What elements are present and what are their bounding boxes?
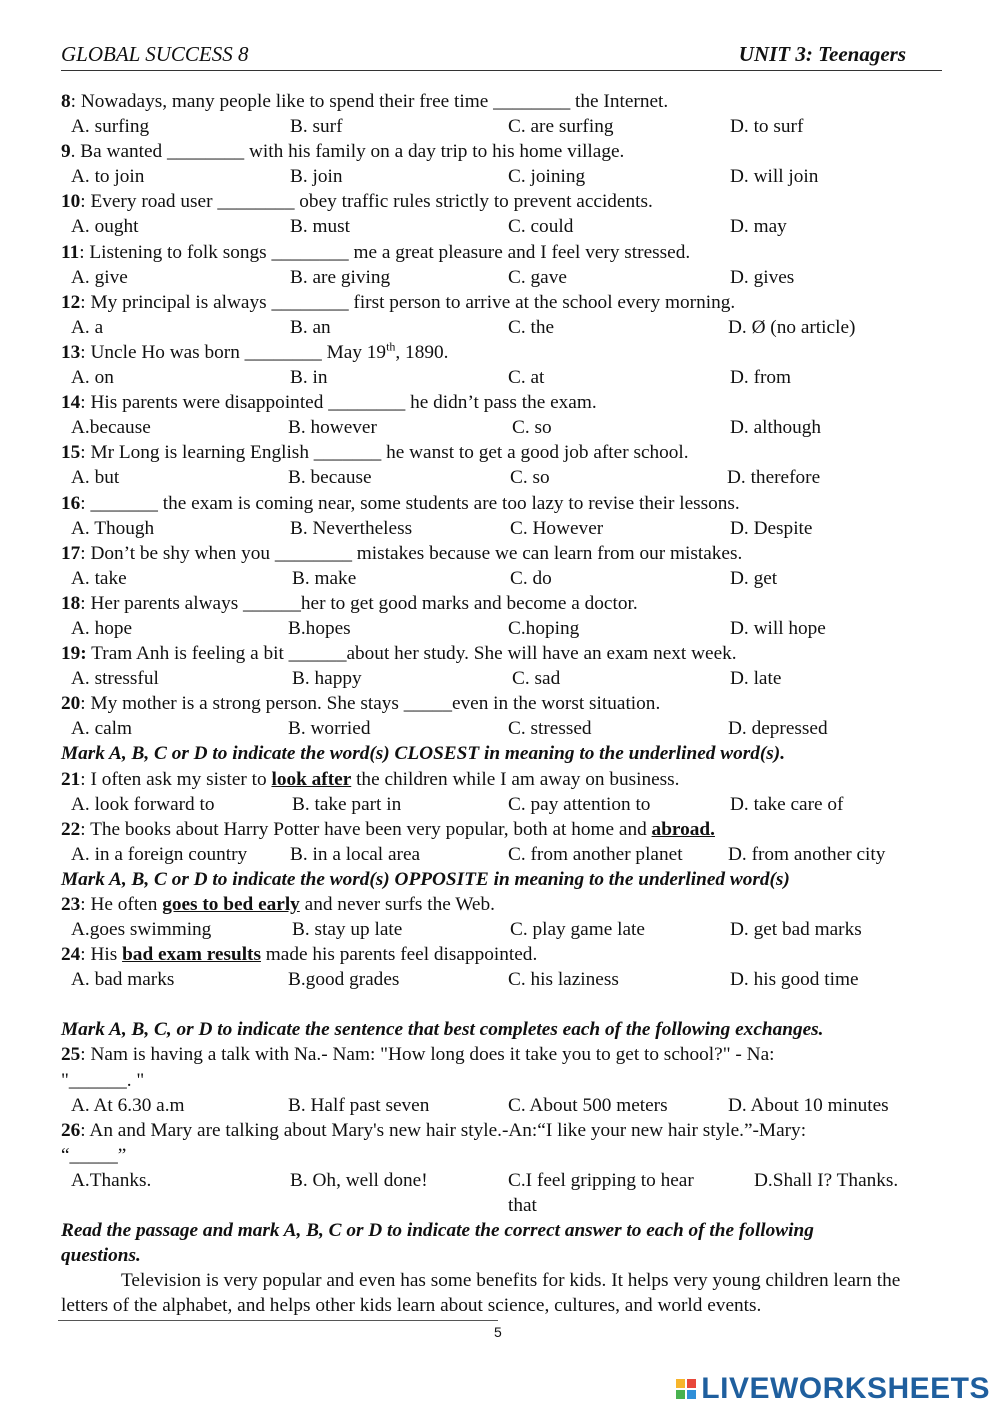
option-a[interactable]: A. on xyxy=(71,367,114,389)
question-23: 23: He often goes to bed early and never surfs the Web. xyxy=(61,894,495,915)
option-d[interactable]: D. from xyxy=(730,367,792,389)
underlined-phrase: goes to bed early xyxy=(162,894,300,915)
question-19-options xyxy=(61,666,946,691)
option-c[interactable]: C. sad xyxy=(512,668,561,690)
option-c[interactable]: C. his laziness xyxy=(508,969,619,991)
option-d[interactable]: D. depressed xyxy=(728,718,828,740)
option-b[interactable]: B. stay up late xyxy=(292,919,403,941)
option-b[interactable]: B. take part in xyxy=(292,793,402,815)
instruction-exchanges: Mark A, B, C, or D to indicate the sentence that best completes each of the following exchanges. xyxy=(61,1019,824,1041)
question-11-options xyxy=(61,265,946,290)
option-b[interactable]: B. however xyxy=(288,417,377,439)
option-a[interactable]: A. surfing xyxy=(71,116,150,138)
reading-passage: Television is very popular and even has some benefits for kids. It helps very young children learn the letters of the alphabet, and helps other kids learn about science, cultures, and world events. xyxy=(61,1270,901,1317)
question-9-options xyxy=(61,164,946,189)
question-24-options xyxy=(61,967,946,992)
option-d[interactable]: D. get bad marks xyxy=(730,919,862,941)
option-c-continued: that xyxy=(508,1195,537,1217)
question-25-blank: "______. " xyxy=(61,1069,145,1091)
brand-text: LIVEWORKSHEETS xyxy=(701,1372,990,1405)
option-d[interactable]: D. his good time xyxy=(730,969,859,991)
question-26-option-c-wrap xyxy=(61,1193,946,1218)
option-d[interactable]: D. gives xyxy=(730,266,795,288)
question-13: 13: Uncle Ho was born ________ May 19th, 1890. xyxy=(61,339,449,363)
option-d[interactable]: D. will hope xyxy=(730,617,826,639)
option-c[interactable]: C.I feel gripping to hear xyxy=(508,1169,694,1191)
option-b[interactable]: B. worried xyxy=(288,718,371,740)
question-18-options xyxy=(61,616,946,641)
question-26-options xyxy=(61,1168,946,1193)
option-c[interactable]: C. from another planet xyxy=(508,843,683,865)
question-22-options xyxy=(61,842,946,867)
option-a[interactable]: A. At 6.30 a.m xyxy=(71,1094,185,1116)
question-17-options xyxy=(61,566,946,591)
option-c[interactable]: C. do xyxy=(510,567,552,589)
underlined-phrase: look after xyxy=(271,768,352,790)
option-c[interactable]: C.hoping xyxy=(508,617,580,639)
question-13-options xyxy=(61,365,946,390)
header-book-title: GLOBAL SUCCESS 8 xyxy=(61,42,249,66)
question-20-options xyxy=(61,716,946,741)
option-d[interactable]: D. although xyxy=(730,417,822,439)
option-c[interactable]: C. so xyxy=(512,417,552,439)
question-8: 8: Nowadays, many people like to spend their free time ________ the Internet. xyxy=(61,91,669,112)
option-a[interactable]: A. but xyxy=(71,467,120,489)
option-a[interactable]: A. a xyxy=(71,316,104,338)
option-c[interactable]: C. could xyxy=(508,216,574,238)
option-b[interactable]: B. in a local area xyxy=(290,843,421,865)
question-14-options xyxy=(61,415,946,440)
option-b[interactable]: B. make xyxy=(292,567,357,589)
option-a[interactable]: A. bad marks xyxy=(71,969,175,991)
option-a[interactable]: A. ought xyxy=(71,216,139,238)
option-c[interactable]: C. joining xyxy=(508,166,586,188)
question-15: 15: Mr Long is learning English _______ he wanst to get a good job after school. xyxy=(61,442,689,464)
option-c[interactable]: C. at xyxy=(508,367,545,389)
question-20: 20: My mother is a strong person. She stays _____even in the worst situation. xyxy=(61,693,661,715)
option-a[interactable]: A. calm xyxy=(71,718,133,740)
instruction-closest: Mark A, B, C or D to indicate the word(s) CLOSEST in meaning to the underlined word(s). xyxy=(61,743,786,765)
option-d[interactable]: D. will join xyxy=(730,166,819,188)
question-26: 26: An and Mary are talking about Mary's new hair style.-An:“I like your new hair style.”-Mary: xyxy=(61,1119,807,1141)
question-25-options xyxy=(61,1093,946,1118)
worksheet-content xyxy=(61,89,946,1319)
underlined-phrase: abroad. xyxy=(651,818,715,840)
option-a[interactable]: A. look forward to xyxy=(71,793,215,815)
liveworksheets-icon xyxy=(676,1379,696,1399)
option-d[interactable]: D. Despite xyxy=(730,517,813,539)
question-16: 16: _______ the exam is coming near, some students are too lazy to revise their lessons. xyxy=(61,492,740,514)
option-c[interactable]: C. play game late xyxy=(510,919,645,941)
liveworksheets-logo[interactable] xyxy=(676,1372,990,1406)
question-21: 21: I often ask my sister to look after the children while I am away on business. xyxy=(61,768,680,790)
question-24: 24: His bad exam results made his parents feel disappointed. xyxy=(61,944,538,966)
option-b[interactable]: B. are giving xyxy=(290,266,391,288)
option-a[interactable]: A. Though xyxy=(71,517,155,539)
option-b[interactable]: B.good grades xyxy=(288,969,400,991)
question-12-options xyxy=(61,315,946,340)
option-c[interactable]: C. However xyxy=(510,517,604,539)
option-c[interactable]: C. so xyxy=(510,467,550,489)
option-c[interactable]: C. the xyxy=(508,316,555,338)
option-b[interactable]: B. Oh, well done! xyxy=(290,1169,428,1191)
question-14: 14: His parents were disappointed ________ he didn’t pass the exam. xyxy=(61,392,597,414)
question-9: 9. Ba wanted ________ with his family on a day trip to his home village. xyxy=(61,141,625,163)
spacer xyxy=(61,992,946,1017)
question-10: 10: Every road user ________ obey traffic rules strictly to prevent accidents. xyxy=(61,191,653,213)
question-22: 22: The books about Harry Potter have been very popular, both at home and abroad. xyxy=(61,818,715,840)
option-a[interactable]: A. in a foreign country xyxy=(71,843,248,865)
question-11: 11: Listening to folk songs ________ me a great pleasure and I feel very stressed. xyxy=(61,241,691,263)
option-a[interactable]: A. hope xyxy=(71,617,133,639)
option-b[interactable]: B. must xyxy=(290,216,350,238)
question-19: 19: Tram Anh is feeling a bit ______about her study. She will have an exam next week. xyxy=(61,643,737,665)
option-a[interactable]: A. to join xyxy=(71,166,145,188)
instruction-opposite: Mark A, B, C or D to indicate the word(s) OPPOSITE in meaning to the underlined word(s) xyxy=(61,868,790,890)
option-c[interactable]: C. stressed xyxy=(508,718,592,740)
option-b[interactable]: B. happy xyxy=(292,668,362,690)
question-10-options xyxy=(61,214,946,239)
instruction-passage: Read the passage and mark A, B, C or D to indicate the correct answer to each of the following xyxy=(61,1220,814,1242)
question-23-options xyxy=(61,917,946,942)
option-b[interactable]: B. surf xyxy=(290,116,343,138)
question-8-options xyxy=(61,114,946,139)
question-25: 25: Nam is having a talk with Na.- Nam: "How long does it take you to get to school?" - Na: xyxy=(61,1044,775,1066)
option-a[interactable]: A. give xyxy=(71,266,128,288)
question-18: 18: Her parents always ______her to get good marks and become a doctor. xyxy=(61,592,638,614)
option-b[interactable]: B. in xyxy=(290,367,328,389)
option-d[interactable]: D. may xyxy=(730,216,787,238)
option-a[interactable]: A. stressful xyxy=(71,668,159,690)
header-unit-title: UNIT 3: Teenagers xyxy=(738,42,906,66)
question-15-options xyxy=(61,465,946,490)
question-21-options xyxy=(61,792,946,817)
option-c[interactable]: C. About 500 meters xyxy=(508,1094,668,1116)
option-d[interactable]: D. late xyxy=(730,668,782,690)
option-b[interactable]: B. join xyxy=(290,166,343,188)
option-d[interactable]: D. Ø (no article) xyxy=(728,316,856,338)
page-header xyxy=(61,38,942,71)
option-d[interactable]: D. About 10 minutes xyxy=(728,1094,889,1116)
option-c[interactable]: C. are surfing xyxy=(508,116,614,138)
option-b[interactable]: B. an xyxy=(290,316,331,338)
option-d[interactable]: D. therefore xyxy=(727,467,821,489)
option-d[interactable]: D. take care of xyxy=(730,793,844,815)
option-b[interactable]: B. Nevertheless xyxy=(290,517,413,539)
option-a[interactable]: A.because xyxy=(71,417,151,439)
option-a[interactable]: A. take xyxy=(71,567,127,589)
question-16-options xyxy=(61,516,946,541)
page-number: 5 xyxy=(494,1324,502,1340)
option-d[interactable]: D.Shall I? Thanks. xyxy=(754,1169,899,1191)
option-b[interactable]: B. because xyxy=(288,467,372,489)
question-12: 12: My principal is always ________ first person to arrive at the school every morning. xyxy=(61,291,736,313)
footer-divider xyxy=(58,1320,498,1321)
underlined-phrase: bad exam results xyxy=(122,944,261,966)
option-b[interactable]: B. Half past seven xyxy=(288,1094,430,1116)
question-26-blank: “_____” xyxy=(61,1144,127,1166)
option-c[interactable]: C. gave xyxy=(508,266,567,288)
option-a[interactable]: A.goes swimming xyxy=(71,919,212,941)
option-a[interactable]: A.Thanks. xyxy=(71,1169,152,1191)
option-c[interactable]: C. pay attention to xyxy=(508,793,651,815)
option-d[interactable]: D. get xyxy=(730,567,778,589)
option-d[interactable]: D. to surf xyxy=(730,116,804,138)
option-b[interactable]: B.hopes xyxy=(288,617,351,639)
question-17: 17: Don’t be shy when you ________ mistakes because we can learn from our mistakes. xyxy=(61,542,743,564)
instruction-passage-cont: questions. xyxy=(61,1245,141,1267)
option-d[interactable]: D. from another city xyxy=(728,843,886,865)
